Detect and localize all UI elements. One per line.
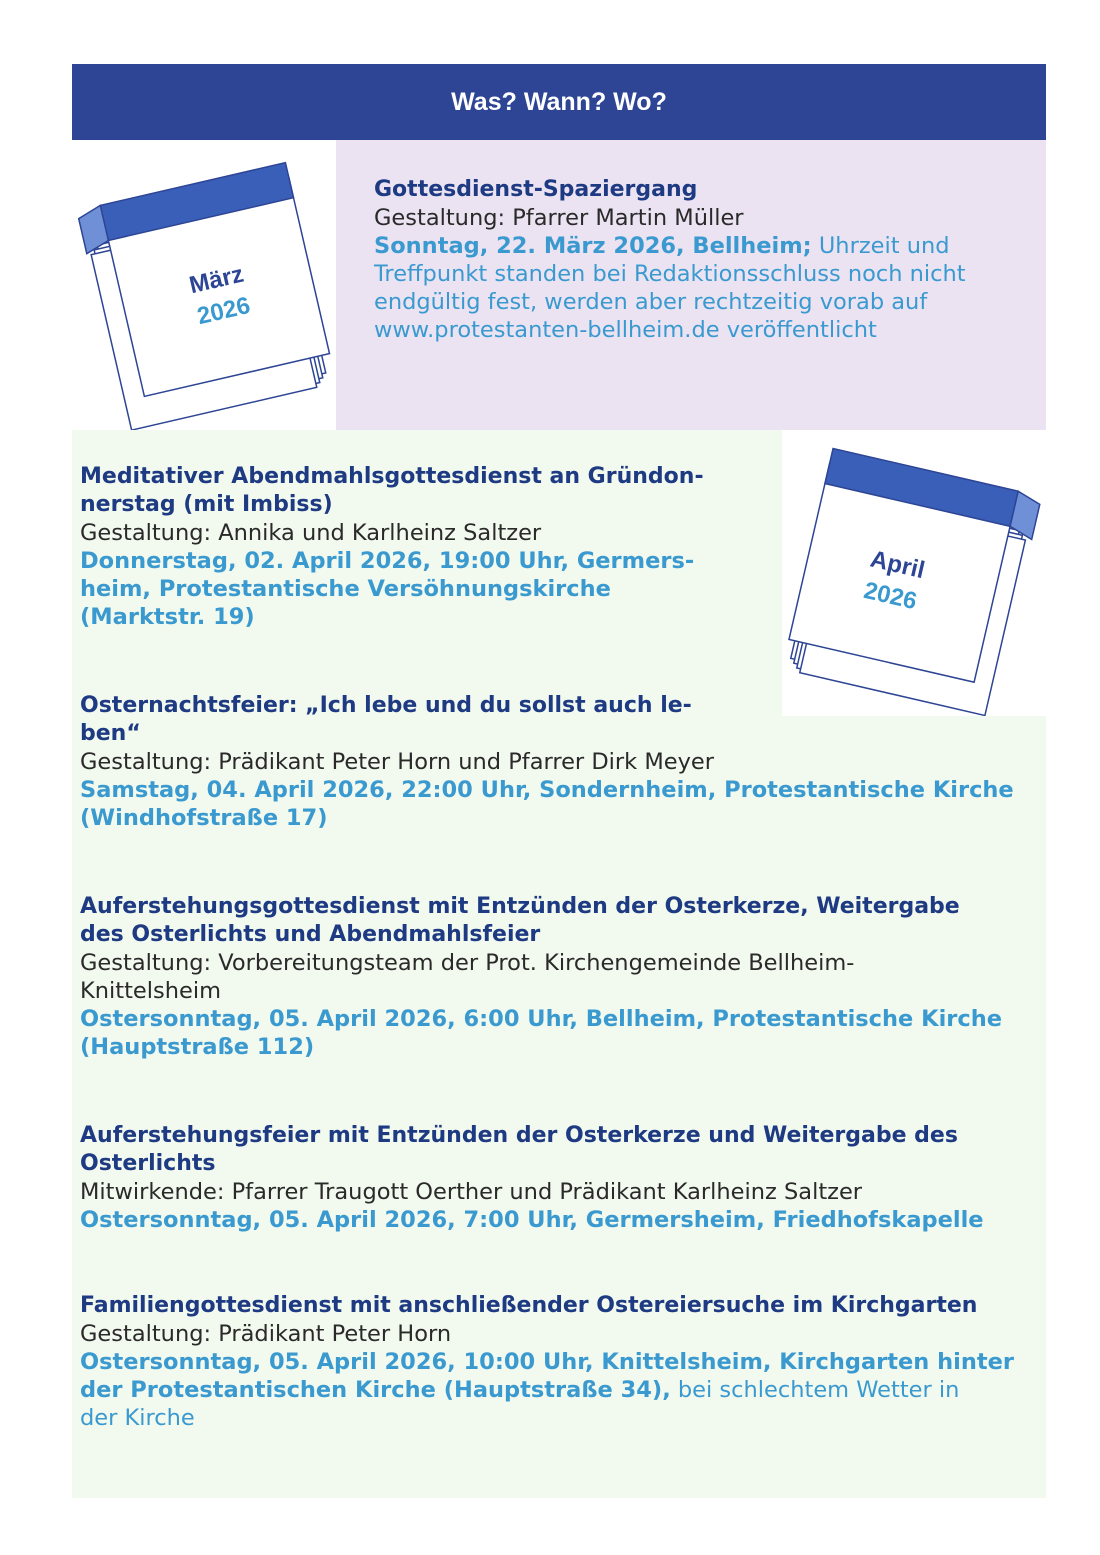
event-title: nerstag (mit Imbiss): [80, 492, 333, 517]
calendar-april-month: April: [867, 545, 928, 585]
event-title: des Osterlichts und Abendmahlsfeier: [80, 922, 541, 947]
calendar-march-year: 2026: [194, 291, 253, 331]
event-note: Uhrzeit und: [811, 233, 950, 259]
event-title: Osterlichts: [80, 1151, 216, 1176]
event-date: Donnerstag, 02. April 2026, 19:00 Uhr, Germers-: [80, 548, 695, 574]
event-subtitle: Mitwirkende: Pfarrer Traugott Oerther und Prädikant Karlheinz Saltzer: [80, 1179, 863, 1205]
event-title: Gottesdienst-Spaziergang: [374, 177, 698, 202]
event-date: (Windhofstraße 17): [80, 805, 328, 831]
event-note: bei schlechtem Wetter in: [670, 1377, 960, 1403]
event-date: der Protestantischen Kirche (Hauptstraße 34),: [80, 1377, 671, 1403]
event-subtitle: Gestaltung: Annika und Karlheinz Saltzer: [80, 520, 542, 546]
event-note: www.protestanten-bellheim.de veröffentlicht: [374, 317, 877, 343]
event-abendmahlsgottesdienst: [80, 463, 704, 631]
event-date: Ostersonntag, 05. April 2026, 6:00 Uhr, Bellheim, Protestantische Kirche: [80, 1006, 1002, 1032]
event-note: Treffpunkt standen bei Redaktionsschluss noch nicht: [374, 261, 966, 287]
event-date: heim, Protestantische Versöhnungskirche: [80, 576, 611, 602]
event-date: (Hauptstraße 112): [80, 1034, 315, 1060]
event-subtitle: Gestaltung: Pfarrer Martin Müller: [374, 205, 744, 231]
calendar-april-icon: [782, 430, 1046, 716]
event-subtitle: Knittelsheim: [80, 978, 221, 1004]
page-header: [72, 64, 1046, 140]
event-date: Ostersonntag, 05. April 2026, 7:00 Uhr, Germersheim, Friedhofskapelle: [80, 1207, 984, 1233]
calendar-march-month: März: [186, 260, 247, 300]
calendar-march-icon: [72, 140, 338, 430]
event-subtitle: Gestaltung: Prädikant Peter Horn und Pfarrer Dirk Meyer: [80, 749, 715, 775]
event-gottesdienst-spaziergang: [374, 176, 966, 344]
event-title: Osternachtsfeier: „Ich lebe und du sollst auch le-: [80, 693, 692, 718]
event-date: Ostersonntag, 05. April 2026, 10:00 Uhr, Knittelsheim, Kirchgarten hinter: [80, 1349, 1014, 1375]
event-auferstehungsfeier: [80, 1122, 984, 1234]
event-note: der Kirche: [80, 1405, 195, 1431]
event-title: Auferstehungsgottesdienst mit Entzünden der Osterkerze, Weitergabe: [80, 894, 960, 919]
event-subtitle: Gestaltung: Vorbereitungsteam der Prot. Kirchengemeinde Bellheim-: [80, 950, 855, 976]
page-title: Was? Wann? Wo?: [451, 87, 667, 116]
event-osternachtsfeier: [80, 692, 1014, 832]
event-title: Auferstehungsfeier mit Entzünden der Osterkerze und Weitergabe des: [80, 1123, 958, 1148]
event-familiengottesdienst: [80, 1292, 1014, 1432]
event-title: ben“: [80, 721, 141, 746]
event-date: Samstag, 04. April 2026, 22:00 Uhr, Sondernheim, Protestantische Kirche: [80, 777, 1014, 803]
calendar-april-year: 2026: [861, 576, 920, 616]
event-date: (Marktstr. 19): [80, 604, 255, 630]
event-note: endgültig fest, werden aber rechtzeitig vorab auf: [374, 289, 928, 315]
event-date: Sonntag, 22. März 2026, Bellheim;: [374, 233, 812, 259]
event-title: Familiengottesdienst mit anschließender Ostereiersuche im Kirchgarten: [80, 1293, 978, 1318]
event-subtitle: Gestaltung: Prädikant Peter Horn: [80, 1321, 452, 1347]
event-auferstehungsgottesdienst: [80, 893, 1002, 1061]
event-title: Meditativer Abendmahlsgottesdienst an Gründon-: [80, 464, 704, 489]
